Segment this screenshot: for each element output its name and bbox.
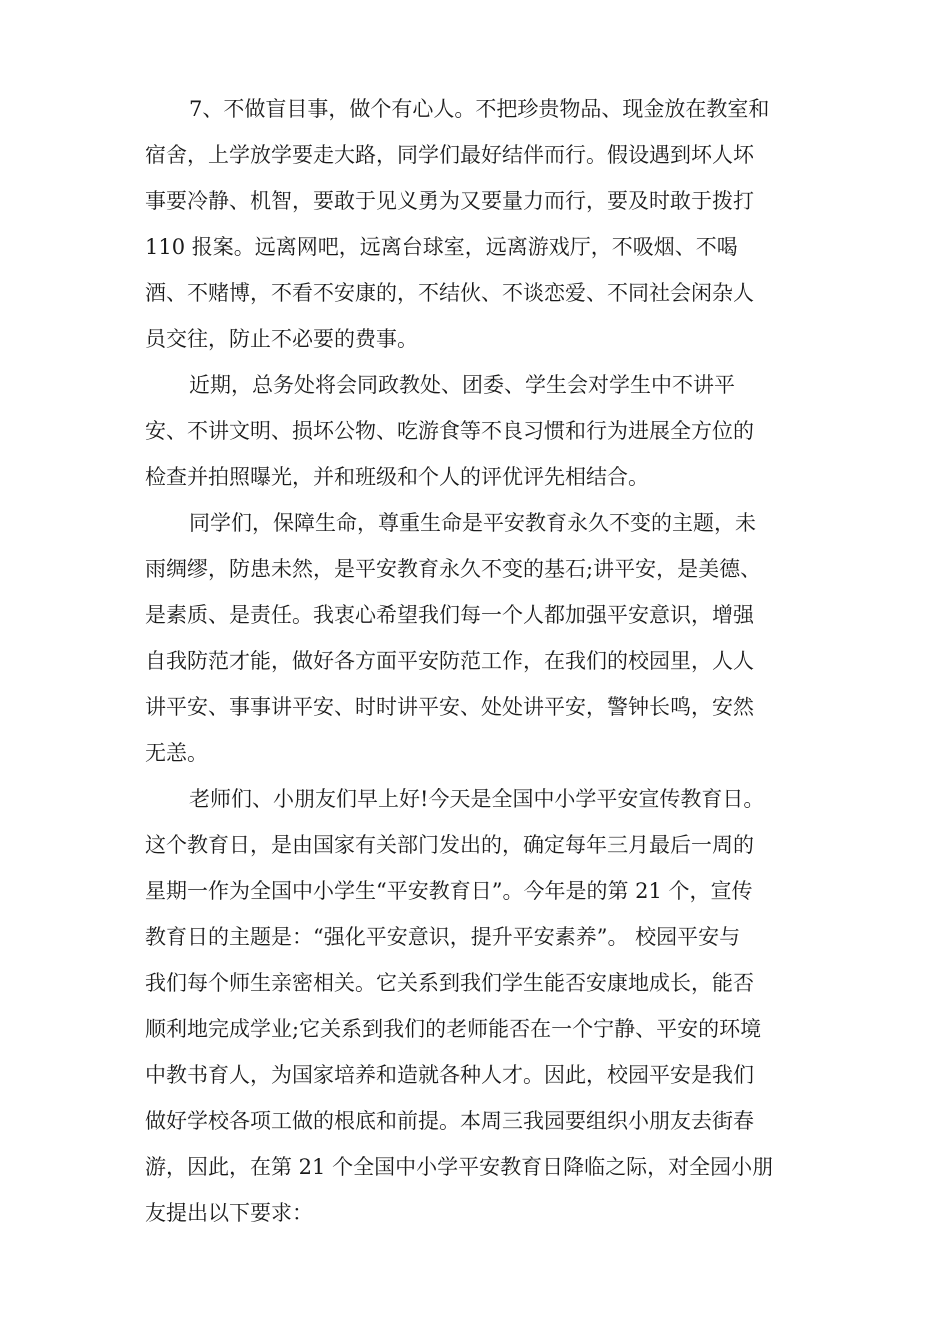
document-body <box>145 86 810 1236</box>
text-line: 无恙。 <box>145 741 208 765</box>
paragraph-2 <box>145 362 810 500</box>
text-line: 讲平安、事事讲平安、时时讲平安、处处讲平安，警钟长鸣，安然 <box>145 695 754 719</box>
text-line: 顺利地完成学业;它关系到我们的老师能否在一个宁静、平安的环境 <box>145 1017 762 1041</box>
text-line: 检查并拍照曝光，并和班级和个人的评优评先相结合。 <box>145 465 649 489</box>
text-line: 同学们，保障生命，尊重生命是平安教育永久不变的主题，未 <box>189 511 756 535</box>
text-line: 这个教育日，是由国家有关部门发出的，确定每年三月最后一周的 <box>145 833 754 857</box>
text-line: 7、不做盲目事，做个有心人。不把珍贵物品、现金放在教室和 <box>189 97 770 121</box>
text-line: 酒、不赌博，不看不安康的，不结伙、不谈恋爱、不同社会闲杂人 <box>145 281 754 305</box>
text-line: 星期一作为全国中小学生“平安教育日”。今年是的第 21 个，宣传 <box>145 879 753 903</box>
text-line: 员交往，防止不必要的费事。 <box>145 327 418 351</box>
text-line: 安、不讲文明、损坏公物、吃游食等不良习惯和行为进展全方位的 <box>145 419 754 443</box>
text-line: 教育日的主题是：“强化平安意识，提升平安素养”。 校园平安与 <box>145 925 741 949</box>
text-line: 近期，总务处将会同政教处、团委、学生会对学生中不讲平 <box>189 373 735 397</box>
text-line: 做好学校各项工做的根底和前提。本周三我园要组织小朋友去街春 <box>145 1109 754 1133</box>
text-line: 事要冷静、机智，要敢于见义勇为又要量力而行，要及时敢于拨打 <box>145 189 754 213</box>
paragraph-3 <box>145 500 810 776</box>
text-line: 宿舍，上学放学要走大路，同学们最好结伴而行。假设遇到坏人坏 <box>145 143 754 167</box>
text-line: 友提出以下要求： <box>145 1201 313 1225</box>
text-line: 110 报案。远离网吧，远离台球室，远离游戏厅，不吸烟、不喝 <box>145 235 738 259</box>
text-line: 老师们、小朋友们早上好!今天是全国中小学平安宣传教育日。 <box>189 787 765 811</box>
text-line: 中教书育人，为国家培养和造就各种人才。因此，校园平安是我们 <box>145 1063 754 1087</box>
text-line: 雨绸缪，防患未然，是平安教育永久不变的基石;讲平安，是美德、 <box>145 557 762 581</box>
paragraph-4 <box>145 776 810 1236</box>
text-line: 游，因此，在第 21 个全国中小学平安教育日降临之际，对全园小朋 <box>145 1155 774 1179</box>
paragraph-1 <box>145 86 810 362</box>
text-line: 是素质、是责任。我衷心希望我们每一个人都加强平安意识，增强 <box>145 603 754 627</box>
text-line: 自我防范才能，做好各方面平安防范工作，在我们的校园里，人人 <box>145 649 754 673</box>
text-line: 我们每个师生亲密相关。它关系到我们学生能否安康地成长，能否 <box>145 971 754 995</box>
